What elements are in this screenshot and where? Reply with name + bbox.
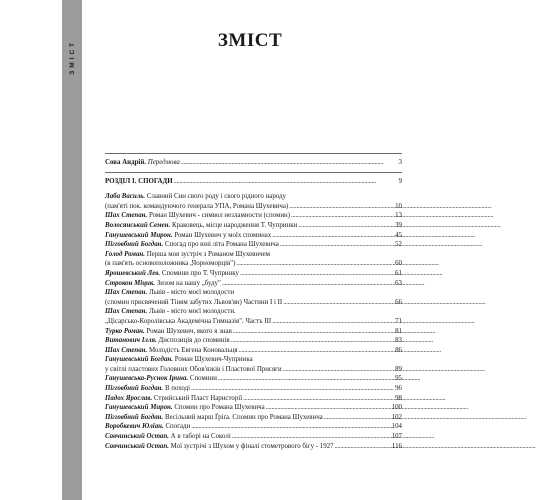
toc-entry[interactable] bbox=[105, 355, 402, 365]
entry-author: Сова Андрій. bbox=[105, 159, 147, 166]
entry-author: Турко Роман. bbox=[105, 327, 145, 335]
toc-entry[interactable] bbox=[105, 250, 402, 260]
dot-leader bbox=[335, 442, 391, 452]
entry-title: Роман Шухевич - символ незламности (спомин) bbox=[148, 212, 290, 220]
dot-leader bbox=[243, 394, 394, 404]
entry-page: 81 bbox=[395, 327, 402, 335]
entry-author: Ярошевський Лев. bbox=[105, 269, 161, 277]
dot-leader bbox=[233, 327, 394, 337]
entry-page: 39 bbox=[395, 221, 402, 229]
dot-leader bbox=[283, 298, 394, 308]
entry-author: Пігговбний Богдан. bbox=[105, 385, 164, 393]
entry-title: (пам'яті пок. командуючого генерала УПА, Романа Шухевича) bbox=[105, 202, 289, 210]
dot-leader bbox=[232, 432, 391, 442]
toc-entry[interactable] bbox=[105, 432, 402, 442]
dot-leader bbox=[218, 374, 394, 384]
entry-author: Савчинський Остап. bbox=[105, 433, 169, 441]
toc-entry-continuation[interactable] bbox=[105, 298, 402, 308]
dot-leader bbox=[240, 269, 394, 279]
entry-author: Воробкевич Юліан. bbox=[105, 423, 164, 431]
entry-page: 104 bbox=[391, 423, 402, 431]
entry-title: (спомин присвячений Тіням забутих Львов'ян) Частини І і ІІ bbox=[105, 298, 283, 306]
entry-title: Перша моя зустріч з Романом Шухевичем bbox=[146, 250, 270, 258]
toc-entry[interactable] bbox=[105, 240, 402, 250]
toc-entry[interactable] bbox=[105, 442, 402, 452]
toc-entry[interactable] bbox=[105, 403, 402, 413]
toc-entry[interactable] bbox=[105, 288, 402, 298]
entry-title: Передмова bbox=[147, 159, 180, 166]
toc-entry-continuation[interactable] bbox=[105, 259, 402, 269]
entry-title: (в пам'ять основоположника „Чорноморців") bbox=[105, 260, 236, 268]
dot-leader bbox=[191, 384, 394, 394]
dot-leader bbox=[272, 231, 394, 241]
entry-page: 102 bbox=[391, 413, 402, 421]
toc-entry[interactable] bbox=[105, 336, 402, 346]
toc-entry[interactable] bbox=[105, 269, 402, 279]
entry-author: Пігговбний Богдан. bbox=[105, 241, 164, 249]
entry-author: Ганушевський Мирон. bbox=[105, 404, 173, 412]
entry-title: Спомини bbox=[189, 375, 217, 383]
entry-page: 61 bbox=[395, 269, 402, 277]
entry-title: Стрийський Пласт Наристорії bbox=[153, 394, 243, 402]
entry-title: Краковець, місце народження Т. Чупринки bbox=[171, 221, 298, 229]
entry-title: А в таборі на Соколі bbox=[170, 433, 231, 441]
dot-leader bbox=[231, 336, 394, 346]
toc-entry[interactable] bbox=[105, 346, 402, 356]
side-label-text: ЗМІСТ bbox=[68, 40, 76, 75]
entry-title: Славний Син свого роду і свого рідного народу bbox=[146, 193, 286, 201]
dot-leader bbox=[191, 422, 390, 432]
toc-entry[interactable] bbox=[105, 374, 402, 384]
dot-leader bbox=[236, 259, 394, 269]
entry-author: Голод Роман. bbox=[105, 250, 145, 258]
entry-title: „Цісарсько-Королівська Академічна Гимназія". Частъ ІІІ bbox=[105, 317, 272, 325]
toc-section-heading[interactable] bbox=[105, 177, 402, 187]
entry-title: Львів - місто моєї молодости bbox=[148, 289, 235, 297]
entry-page: 66 bbox=[395, 298, 402, 306]
dot-leader bbox=[239, 346, 395, 356]
entry-page: 100 bbox=[391, 404, 402, 412]
entry-page: 71 bbox=[395, 317, 402, 325]
running-header-vertical bbox=[62, 40, 82, 120]
entry-author: Пігговбний Богдан. bbox=[105, 413, 164, 421]
entry-author: Ганушевський Богдан. bbox=[105, 356, 173, 364]
entry-page: 98 bbox=[395, 394, 402, 402]
dot-leader bbox=[283, 365, 394, 375]
toc-entry-continuation[interactable] bbox=[105, 317, 402, 327]
toc-entry-continuation[interactable] bbox=[105, 365, 402, 375]
toc-entry[interactable] bbox=[105, 307, 402, 317]
entry-page: 86 bbox=[395, 346, 402, 354]
page-title: ЗМІСТ bbox=[217, 30, 283, 51]
toc-entry[interactable] bbox=[105, 327, 402, 337]
dot-leader bbox=[280, 240, 394, 250]
section-page: 9 bbox=[398, 177, 402, 185]
toc-entry[interactable] bbox=[105, 279, 402, 289]
toc-entry-foreword[interactable] bbox=[105, 158, 402, 168]
entry-page: 83 bbox=[395, 337, 402, 345]
entry-title: Роман Шухевич-Чупринка bbox=[174, 356, 253, 364]
entry-page: 95 bbox=[395, 375, 402, 383]
entry-title: Молодість Евгена Коновальця bbox=[148, 346, 238, 354]
entry-author: Ганушевський Мирон. bbox=[105, 231, 173, 239]
entry-author: Строкон Міцик. bbox=[105, 279, 156, 287]
entry-title: Роман Шухевич у моїх споминах bbox=[174, 231, 272, 239]
entry-author: Шах Степан. bbox=[105, 289, 148, 297]
entry-title: Роман Шухевич, якого я знав bbox=[146, 327, 232, 335]
dot-leader bbox=[174, 177, 398, 187]
entry-author: Шах Степан. bbox=[105, 212, 148, 220]
entry-page: 63 bbox=[395, 279, 402, 287]
toc-entry[interactable] bbox=[105, 231, 402, 241]
dot-leader bbox=[222, 279, 394, 289]
entry-page: 10 bbox=[395, 202, 402, 210]
entry-page: 13 bbox=[395, 212, 402, 220]
entry-title: Спогади bbox=[165, 423, 191, 431]
entry-author: Витанович Ілля. bbox=[105, 337, 157, 345]
dot-leader bbox=[272, 317, 394, 327]
dot-leader bbox=[291, 211, 394, 221]
toc-entry[interactable] bbox=[105, 211, 402, 221]
dot-leader bbox=[298, 221, 394, 231]
entry-title: Весільний марш Ґріґа. Спомин про Романа Шухевича bbox=[164, 413, 323, 421]
dot-leader bbox=[266, 403, 391, 413]
entry-page: 60 bbox=[395, 260, 402, 268]
entry-page: 3 bbox=[398, 159, 402, 166]
dot-leader bbox=[324, 413, 391, 423]
entry-author: Волосянський Семен. bbox=[105, 221, 171, 229]
entry-author: Шах Степан. bbox=[105, 308, 148, 316]
entry-title: Спомини про Т. Чупринку bbox=[161, 269, 239, 277]
entry-title: Мої зустрічі з Шухом у фіналі стометрового бігу - 1927 bbox=[170, 442, 334, 450]
entry-page: 96 bbox=[395, 385, 402, 393]
entry-author: Ганушевська-Руснок Ірина. bbox=[105, 375, 189, 383]
entry-title: Львів - місто моєї молодости. bbox=[148, 308, 236, 316]
toc-entry-continuation[interactable] bbox=[105, 202, 402, 212]
entry-title: у світлі пластових Головних Обов'язків і Пластової Присяги bbox=[105, 365, 282, 373]
table-of-contents bbox=[105, 153, 402, 451]
dot-leader bbox=[181, 158, 398, 168]
toc-entry[interactable] bbox=[105, 422, 402, 432]
entry-author: Савчинський Остап. bbox=[105, 442, 169, 450]
entry-page: 116 bbox=[391, 442, 402, 450]
entry-page: 52 bbox=[395, 241, 402, 249]
entry-title: Спомин про Романа Шухевича bbox=[174, 404, 265, 412]
dot-leader bbox=[289, 202, 394, 212]
toc-entry[interactable] bbox=[105, 192, 402, 202]
entry-author: Лаба Василь. bbox=[105, 193, 146, 201]
toc-entries bbox=[105, 192, 402, 451]
toc-entry[interactable] bbox=[105, 394, 402, 404]
entry-title: Зизом на нашу „буду" bbox=[156, 279, 221, 287]
toc-entry[interactable] bbox=[105, 221, 402, 231]
entry-author: Шах Степан. bbox=[105, 346, 148, 354]
toc-entry[interactable] bbox=[105, 413, 402, 423]
entry-title: В поході bbox=[164, 385, 191, 393]
entry-author: Падох Ярослав. bbox=[105, 394, 153, 402]
section-label: РОЗДІЛ І. СПОГАДИ bbox=[105, 177, 173, 185]
entry-page: 45 bbox=[395, 231, 402, 239]
entry-page: 89 bbox=[395, 365, 402, 373]
entry-title: Спогад про юні літа Романа Шухевича bbox=[164, 241, 279, 249]
entry-title: Диспозиція до споминів bbox=[158, 337, 230, 345]
toc-entry[interactable] bbox=[105, 384, 402, 394]
entry-page: 107 bbox=[391, 433, 402, 441]
